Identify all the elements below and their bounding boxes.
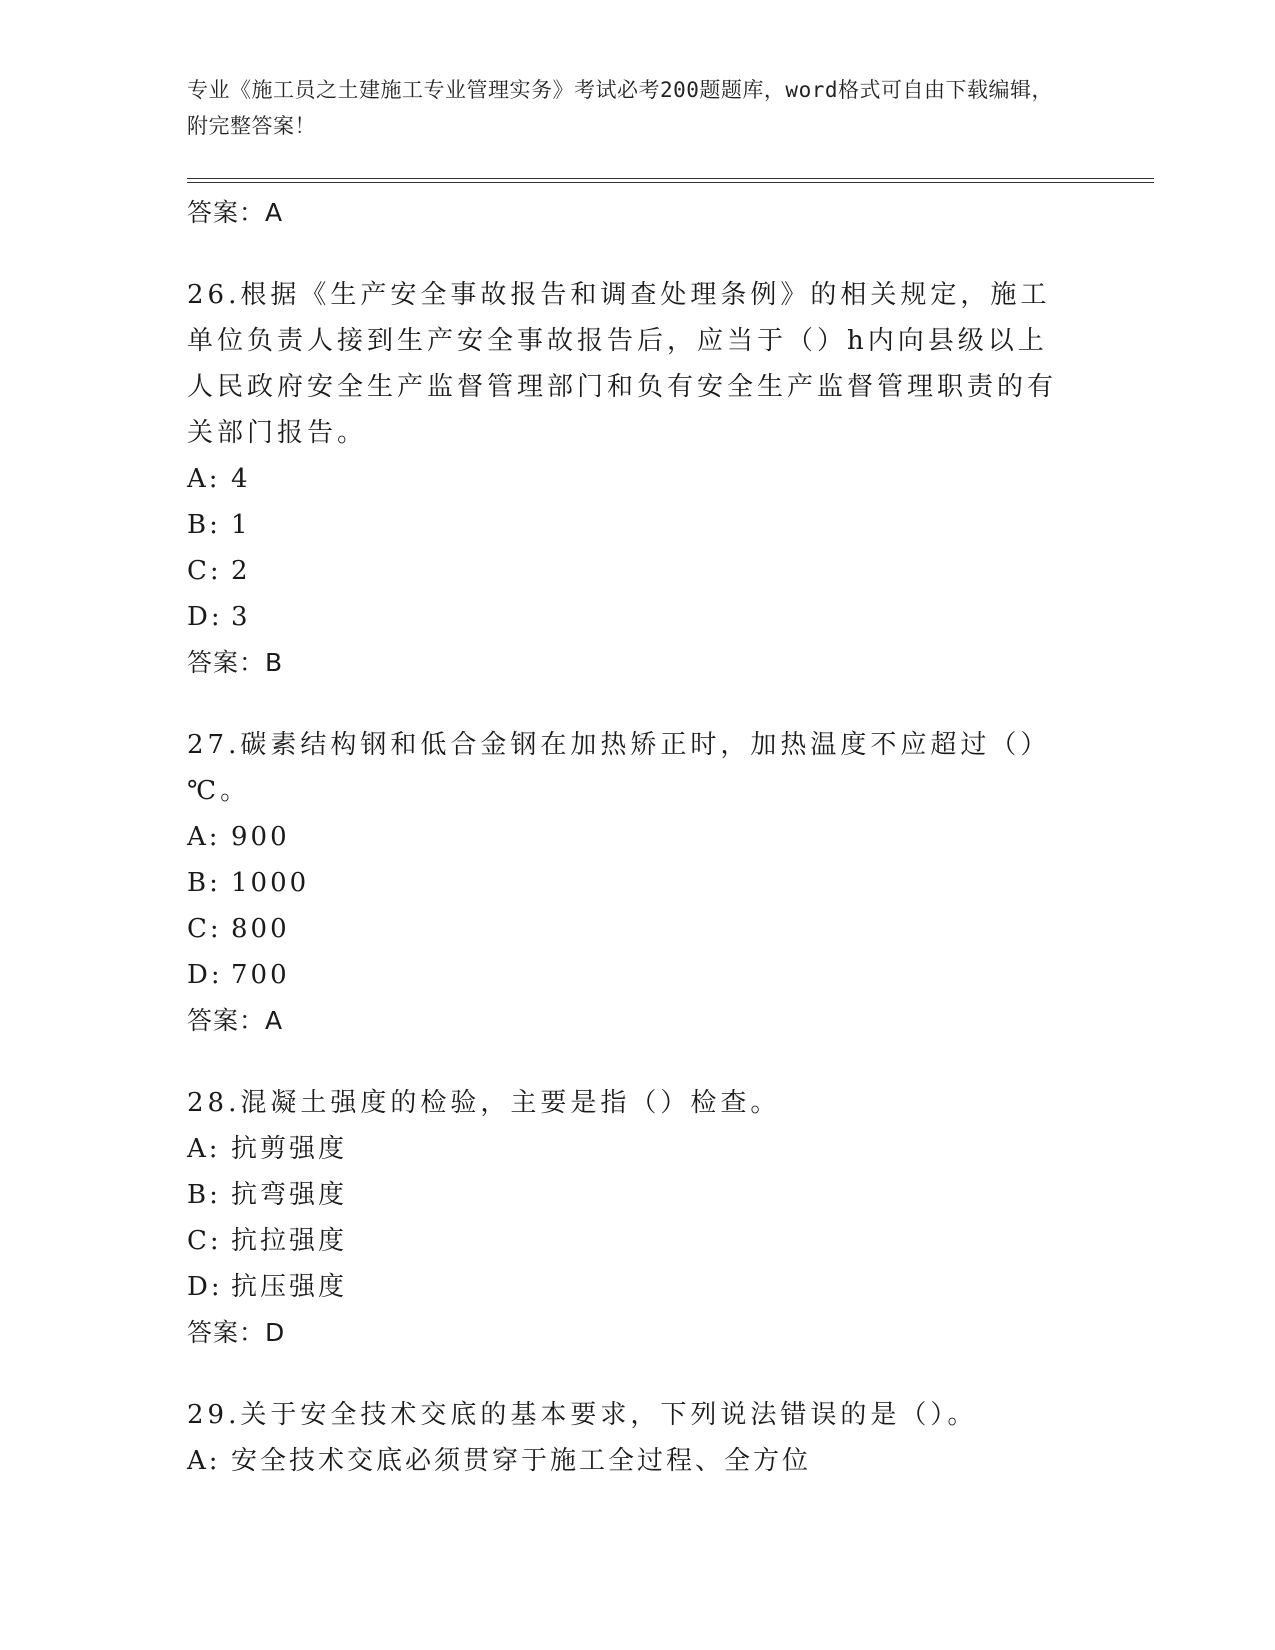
answer-line: 答案：B — [187, 648, 284, 677]
question-26 — [187, 272, 1087, 686]
option-a — [187, 814, 1087, 860]
option-a — [187, 456, 1087, 502]
option-text: 1000 — [231, 868, 310, 898]
option-text: 抗剪强度 — [231, 1134, 348, 1164]
option-d — [187, 1264, 1087, 1310]
question-list — [187, 190, 1087, 1484]
option-text: 2 — [231, 556, 251, 586]
option-text: 3 — [231, 602, 251, 632]
question-stem: 26.根据《生产安全事故报告和调查处理条例》的相关规定，施工单位负责人接到生产安全事故报告后，应当于（）h内向县级以上人民政府安全生产监督管理部门和负有安全生产监督管理职责的有关部门报告。 — [187, 280, 1058, 448]
option-a — [187, 1438, 1087, 1484]
option-label: C: — [187, 1226, 222, 1256]
answer-line: 答案：A — [187, 1006, 284, 1035]
question-28 — [187, 1080, 1087, 1356]
answer-line: 答案：A — [187, 198, 284, 227]
page-header: 专业《施工员之土建施工专业管理实务》考试必考200题题库，word格式可自由下载编辑，附完整答案！ — [187, 78, 1053, 138]
option-text: 700 — [231, 960, 290, 990]
option-d — [187, 594, 1087, 640]
option-text: 抗弯强度 — [231, 1180, 348, 1210]
question-29 — [187, 1392, 1087, 1484]
option-label: B: — [187, 510, 221, 540]
option-text: 安全技术交底必须贯穿于施工全过程、全方位 — [231, 1446, 812, 1476]
option-label: A: — [187, 464, 221, 494]
option-label: A: — [187, 822, 221, 852]
header-divider — [187, 178, 1154, 183]
option-text: 4 — [231, 464, 251, 494]
option-b — [187, 502, 1087, 548]
question-27 — [187, 722, 1087, 1044]
option-label: A: — [187, 1446, 221, 1476]
option-text: 抗拉强度 — [231, 1226, 348, 1256]
option-label: D: — [187, 960, 223, 990]
question-stem: 28.混凝土强度的检验，主要是指（）检查。 — [187, 1088, 781, 1118]
option-text: 抗压强度 — [231, 1272, 348, 1302]
option-label: B: — [187, 1180, 221, 1210]
option-a — [187, 1126, 1087, 1172]
option-text: 800 — [231, 914, 290, 944]
option-c — [187, 548, 1087, 594]
option-text: 1 — [231, 510, 251, 540]
question-stem: 27.碳素结构钢和低合金钢在加热矫正时，加热温度不应超过（）℃。 — [187, 730, 1051, 806]
option-label: B: — [187, 868, 221, 898]
option-label: D: — [187, 1272, 223, 1302]
question-stem: 29.关于安全技术交底的基本要求，下列说法错误的是（）。 — [187, 1400, 978, 1430]
option-label: A: — [187, 1134, 221, 1164]
option-b — [187, 1172, 1087, 1218]
answer-line: 答案：D — [187, 1318, 286, 1347]
option-d — [187, 952, 1087, 998]
option-c — [187, 906, 1087, 952]
option-label: D: — [187, 602, 223, 632]
option-text: 900 — [231, 822, 290, 852]
option-label: C: — [187, 556, 222, 586]
option-label: C: — [187, 914, 222, 944]
option-b — [187, 860, 1087, 906]
option-c — [187, 1218, 1087, 1264]
